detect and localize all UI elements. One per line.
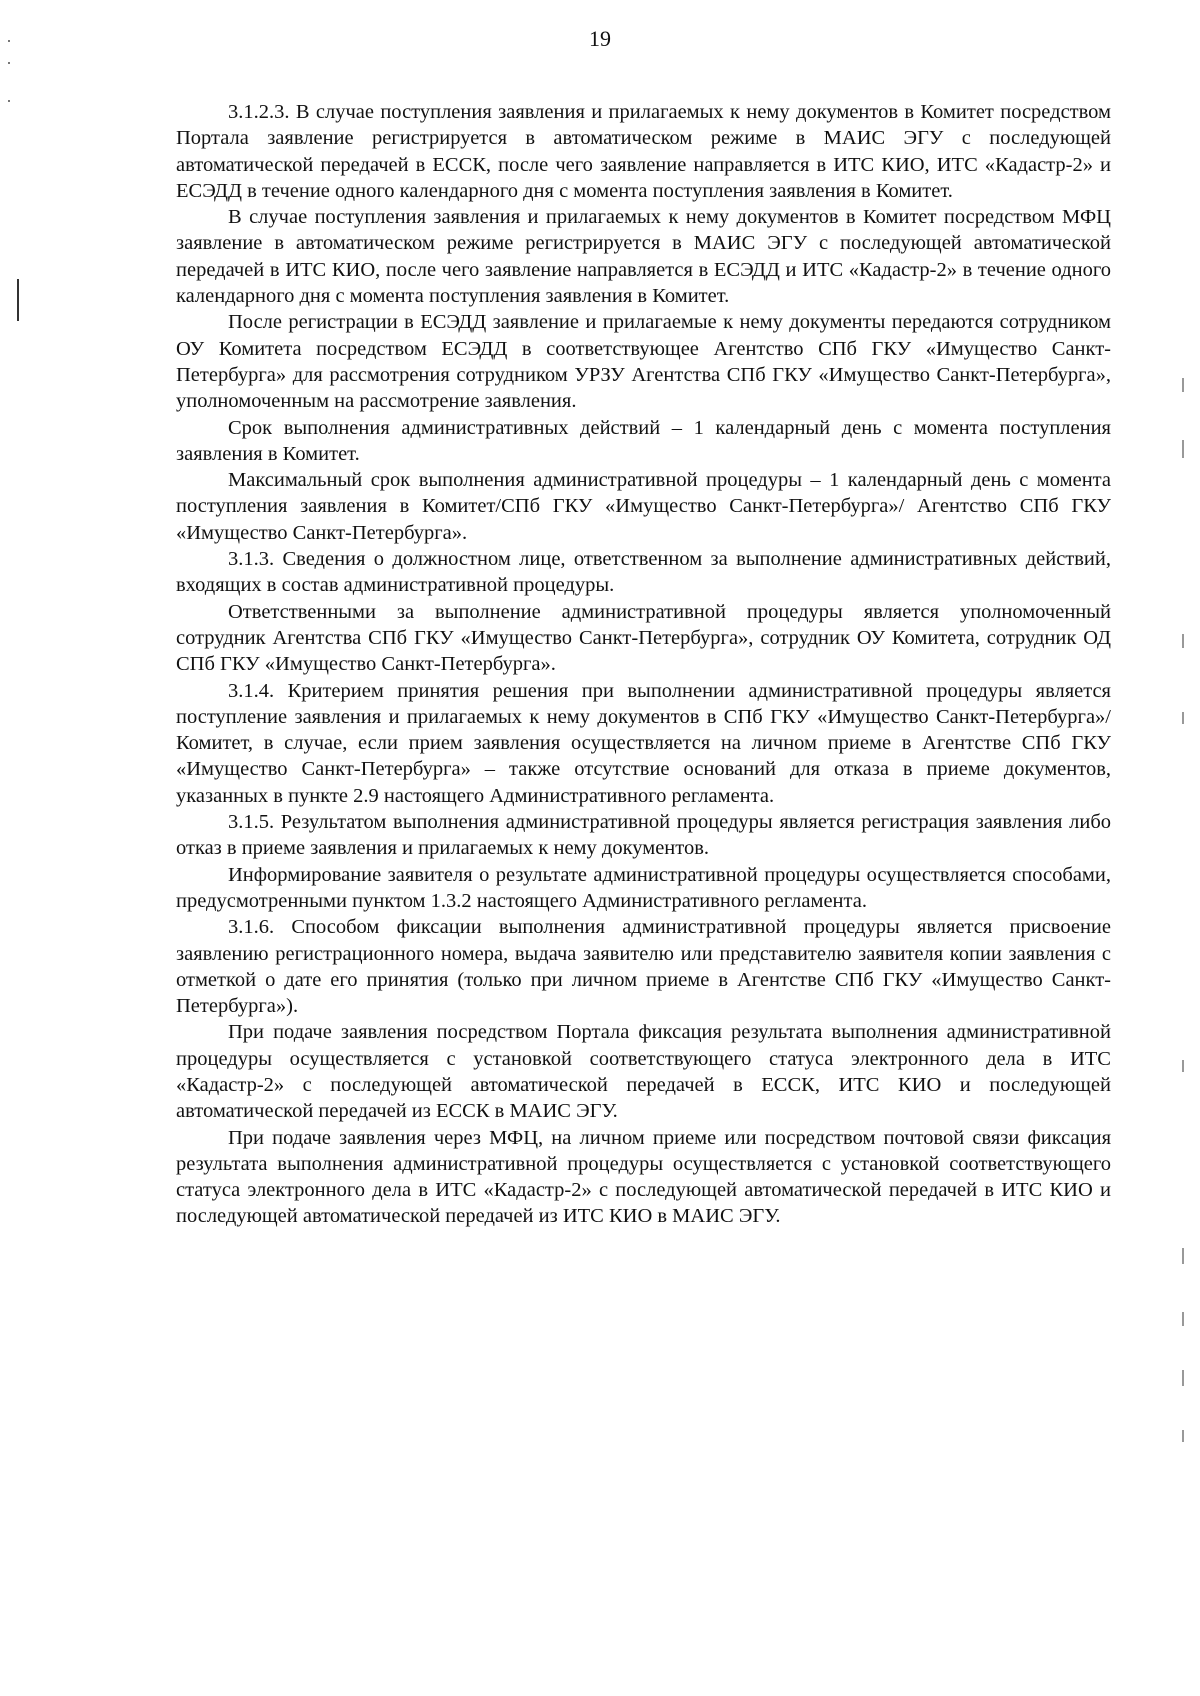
paragraph-3-1-4: 3.1.4. Критерием принятия решения при выполнении административной процедуры является поступление заявления и прилагаемых к нему документов в СПб ГКУ «Имущество Санкт-Петербурга»/Комитет, в случае, если прием заявления осуществляется на личном приеме в Агентстве СПб ГКУ «Имущество Санкт-Петербурга» – также отсутствие оснований для отказа в приеме документов, указанных в пункте 2.9 настоящего Административного регламента. (176, 679, 1111, 807)
paragraph-3-1-6: 3.1.6. Способом фиксации выполнения административной процедуры является присвоение заявлению регистрационного номера, выдача заявителю или представителю заявителя копии заявления с отметкой о дате его принятия (только при личном приеме в Агентстве СПб ГКУ «Имущество Санкт-Петербурга»). (176, 916, 1111, 1018)
paragraph-portal-fixation: При подаче заявления посредством Портала фиксация результата выполнения административной процедуры осуществляется с установкой соответствующего статуса электронного дела в ИТС «Кадастр-2» с последующей автоматической передачей в ЕССК, ИТС КИО и последующей автоматической передачей из ЕССК в МАИС ЭГУ. (176, 1021, 1111, 1123)
scan-artifact-right-tick (1182, 378, 1184, 392)
paragraph-3-1-5: 3.1.5. Результатом выполнения административной процедуры является регистрация заявления либо отказ в приеме заявления и прилагаемых к нему документов. (176, 811, 1111, 860)
paragraph-mfc-registration: В случае поступления заявления и прилагаемых к нему документов в Комитет посредством МФЦ заявление в автоматическом режиме регистрируется в МАИС ЭГУ с последующей автоматической передачей в ИТС КИО, после чего заявление направляется в ЕСЭДД и ИТС «Кадастр-2» в течение одного календарного дня с момента поступления заявления в Комитет. (176, 206, 1111, 308)
scan-artifact-right-tick (1182, 1312, 1184, 1326)
paragraph-action-deadline: Срок выполнения административных действий – 1 календарный день с момента поступления заявления в Комитет. (176, 416, 1111, 465)
scan-artifact-dot (8, 100, 10, 102)
scan-artifact-right-tick (1182, 1370, 1184, 1386)
paragraph-responsible-persons: Ответственными за выполнение административной процедуры является уполномоченный сотрудник Агентства СПб ГКУ «Имущество Санкт-Петербурга», сотрудник ОУ Комитета, сотрудник ОД СПб ГКУ «Имущество Санкт-Петербурга». (176, 600, 1111, 676)
paragraph-esedd-transfer: После регистрации в ЕСЭДД заявление и прилагаемые к нему документы передаются сотрудником ОУ Комитета посредством ЕСЭДД в соответствующее Агентство СПб ГКУ «Имущество Санкт-Петербурга» для рассмотрения сотрудником УРЗУ Агентства СПб ГКУ «Имущество Санкт-Петербурга», уполномоченным на рассмотрение заявления. (176, 311, 1111, 413)
paragraph-max-deadline: Максимальный срок выполнения административной процедуры – 1 календарный день с момента поступления заявления в Комитет/СПб ГКУ «Имущество Санкт-Петербурга»/ Агентство СПб ГКУ «Имущество Санкт-Петербурга». (176, 469, 1111, 544)
page-number: 19 (589, 26, 611, 51)
scan-artifact-dot (8, 40, 10, 42)
scan-artifact-dot (8, 62, 10, 64)
paragraph-3-1-2-3: 3.1.2.3. В случае поступления заявления и прилагаемых к нему документов в Комитет посредством Портала заявление регистрируется в автоматическом режиме в МАИС ЭГУ с последующей автоматической передачей в ЕССК, после чего заявление направляется в ИТС КИО, ИТС «Кадастр-2» и ЕСЭДД в течение одного календарного дня с момента поступления заявления в Комитет. (176, 101, 1111, 202)
scan-artifact-right-tick (1182, 712, 1184, 724)
document-body (176, 99, 1111, 1230)
scan-artifact-left-bar (17, 279, 19, 321)
scan-artifact-right-tick (1182, 634, 1184, 648)
paragraph-mfc-fixation: При подаче заявления через МФЦ, на личном приеме или посредством почтовой связи фиксация результата выполнения административной процедуры осуществляется с установкой соответствующего статуса электронного дела в ИТС «Кадастр-2» с последующей автоматической передачей в ИТС КИО и последующей автоматической передачей из ИТС КИО в МАИС ЭГУ. (176, 1126, 1111, 1228)
paragraph-3-1-3: 3.1.3. Сведения о должностном лице, ответственном за выполнение административных действий, входящих в состав административной процедуры. (176, 548, 1111, 597)
scan-artifact-right-tick (1182, 1248, 1184, 1264)
scan-artifact-right-tick (1182, 440, 1184, 458)
scan-artifact-right-tick (1182, 1060, 1184, 1072)
paragraph-informing: Информирование заявителя о результате административной процедуры осуществляется способами, предусмотренными пунктом 1.3.2 настоящего Административного регламента. (176, 863, 1111, 912)
scan-artifact-right-tick (1182, 1430, 1184, 1442)
